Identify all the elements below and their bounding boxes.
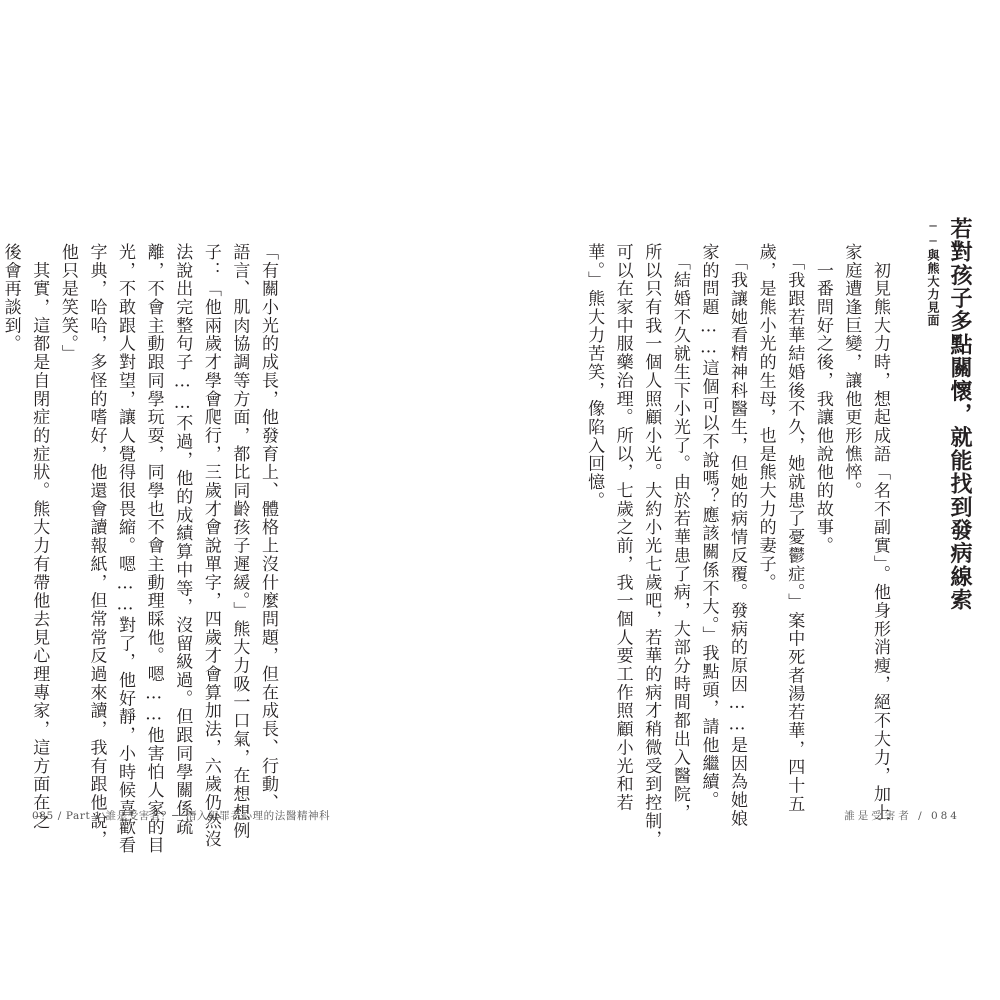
paragraph-line: 歲，是熊小光的生母，也是熊大力的妻子。	[755, 243, 776, 592]
chapter-title: 若對孩子多點關懷，就能找到發病線索	[947, 217, 972, 612]
paragraph-line: 家庭遭逢巨變，讓他更形憔悴。	[841, 243, 862, 500]
paragraph-line: 所以只有我一個人照顧小光。大約小光七歲吧，若華的病才稍微受到控制，	[641, 243, 662, 849]
paragraph-line: 後會再談到。	[0, 243, 21, 354]
right-page-footer: 誰是受害者 / 084	[844, 810, 960, 822]
paragraph-line: 家的問題……這個可以不說嗎？應該關係不大。」我點頭，請他繼續。	[698, 243, 719, 810]
right-page-body	[579, 243, 894, 849]
paragraph-line: 光，不敢跟人對望，讓人覺得很畏縮。嗯……對了，他好靜，小時候喜歡看	[115, 243, 136, 855]
paragraph-line: 初見熊大力時，想起成語「名不副實」。他身形消瘦，絕不大力，加上	[870, 243, 890, 822]
right-page	[500, 0, 1000, 1000]
paragraph-line: 可以在家中服藥治理。所以，七歲之前，我一個人要工作照顧小光和若	[612, 243, 633, 812]
paragraph-line: 其實，這都是自閉症的症狀。熊大力有帶他去見心理專家，這方面在之	[29, 243, 50, 831]
left-page-footer: 085 / Part 1 誰是受害者？──潛入犯罪者心理的法醫精神科	[32, 810, 331, 822]
chapter-heading	[924, 217, 972, 611]
paragraph-line: 「有關小光的成長，他發育上、體格上沒什麼問題，但在成長、行動、	[258, 243, 278, 812]
paragraph-line: 法說出完整句子……不過，他的成績算中等，沒留級過。但跟同學關係疏	[172, 243, 193, 837]
paragraph-line: 「結婚不久就生下小光了。由於若華患了病，大部分時間都出入醫院，	[669, 243, 690, 822]
paragraph-line: 語言、肌肉協調等方面，都比同齡孩子遲緩。」熊大力吸一口氣，在想想例	[229, 243, 250, 841]
paragraph-line: 「我讓她看精神科醫生，但她的病情反覆。發病的原因……是因為她娘	[727, 243, 748, 828]
paragraph-line: 一番問好之後，我讓他說他的故事。	[812, 243, 833, 555]
paragraph-line: 「我跟若華結婚後不久，她就患了憂鬱症。」案中死者湯若華，四十五	[784, 243, 805, 814]
paragraph-line: 華。」熊大力苦笑，像陷入回憶。	[584, 243, 605, 510]
paragraph-line: 他只是笑笑。」	[57, 243, 78, 363]
paragraph-line: 子：「他兩歲才學會爬行，三歲才會說單字，四歲才會算加法，六歲仍然沒	[200, 243, 221, 849]
paragraph-line: 字典，哈哈，多怪的嗜好，他還會讀報紙，但常常反過來讀，我有跟他說，	[86, 243, 107, 849]
paragraph-line: 離，不會主動跟同學玩耍，同學也不會主動理睬他。嗯……他害怕人家的目	[143, 243, 164, 855]
chapter-subtitle: ──與熊大力見面	[926, 219, 940, 327]
